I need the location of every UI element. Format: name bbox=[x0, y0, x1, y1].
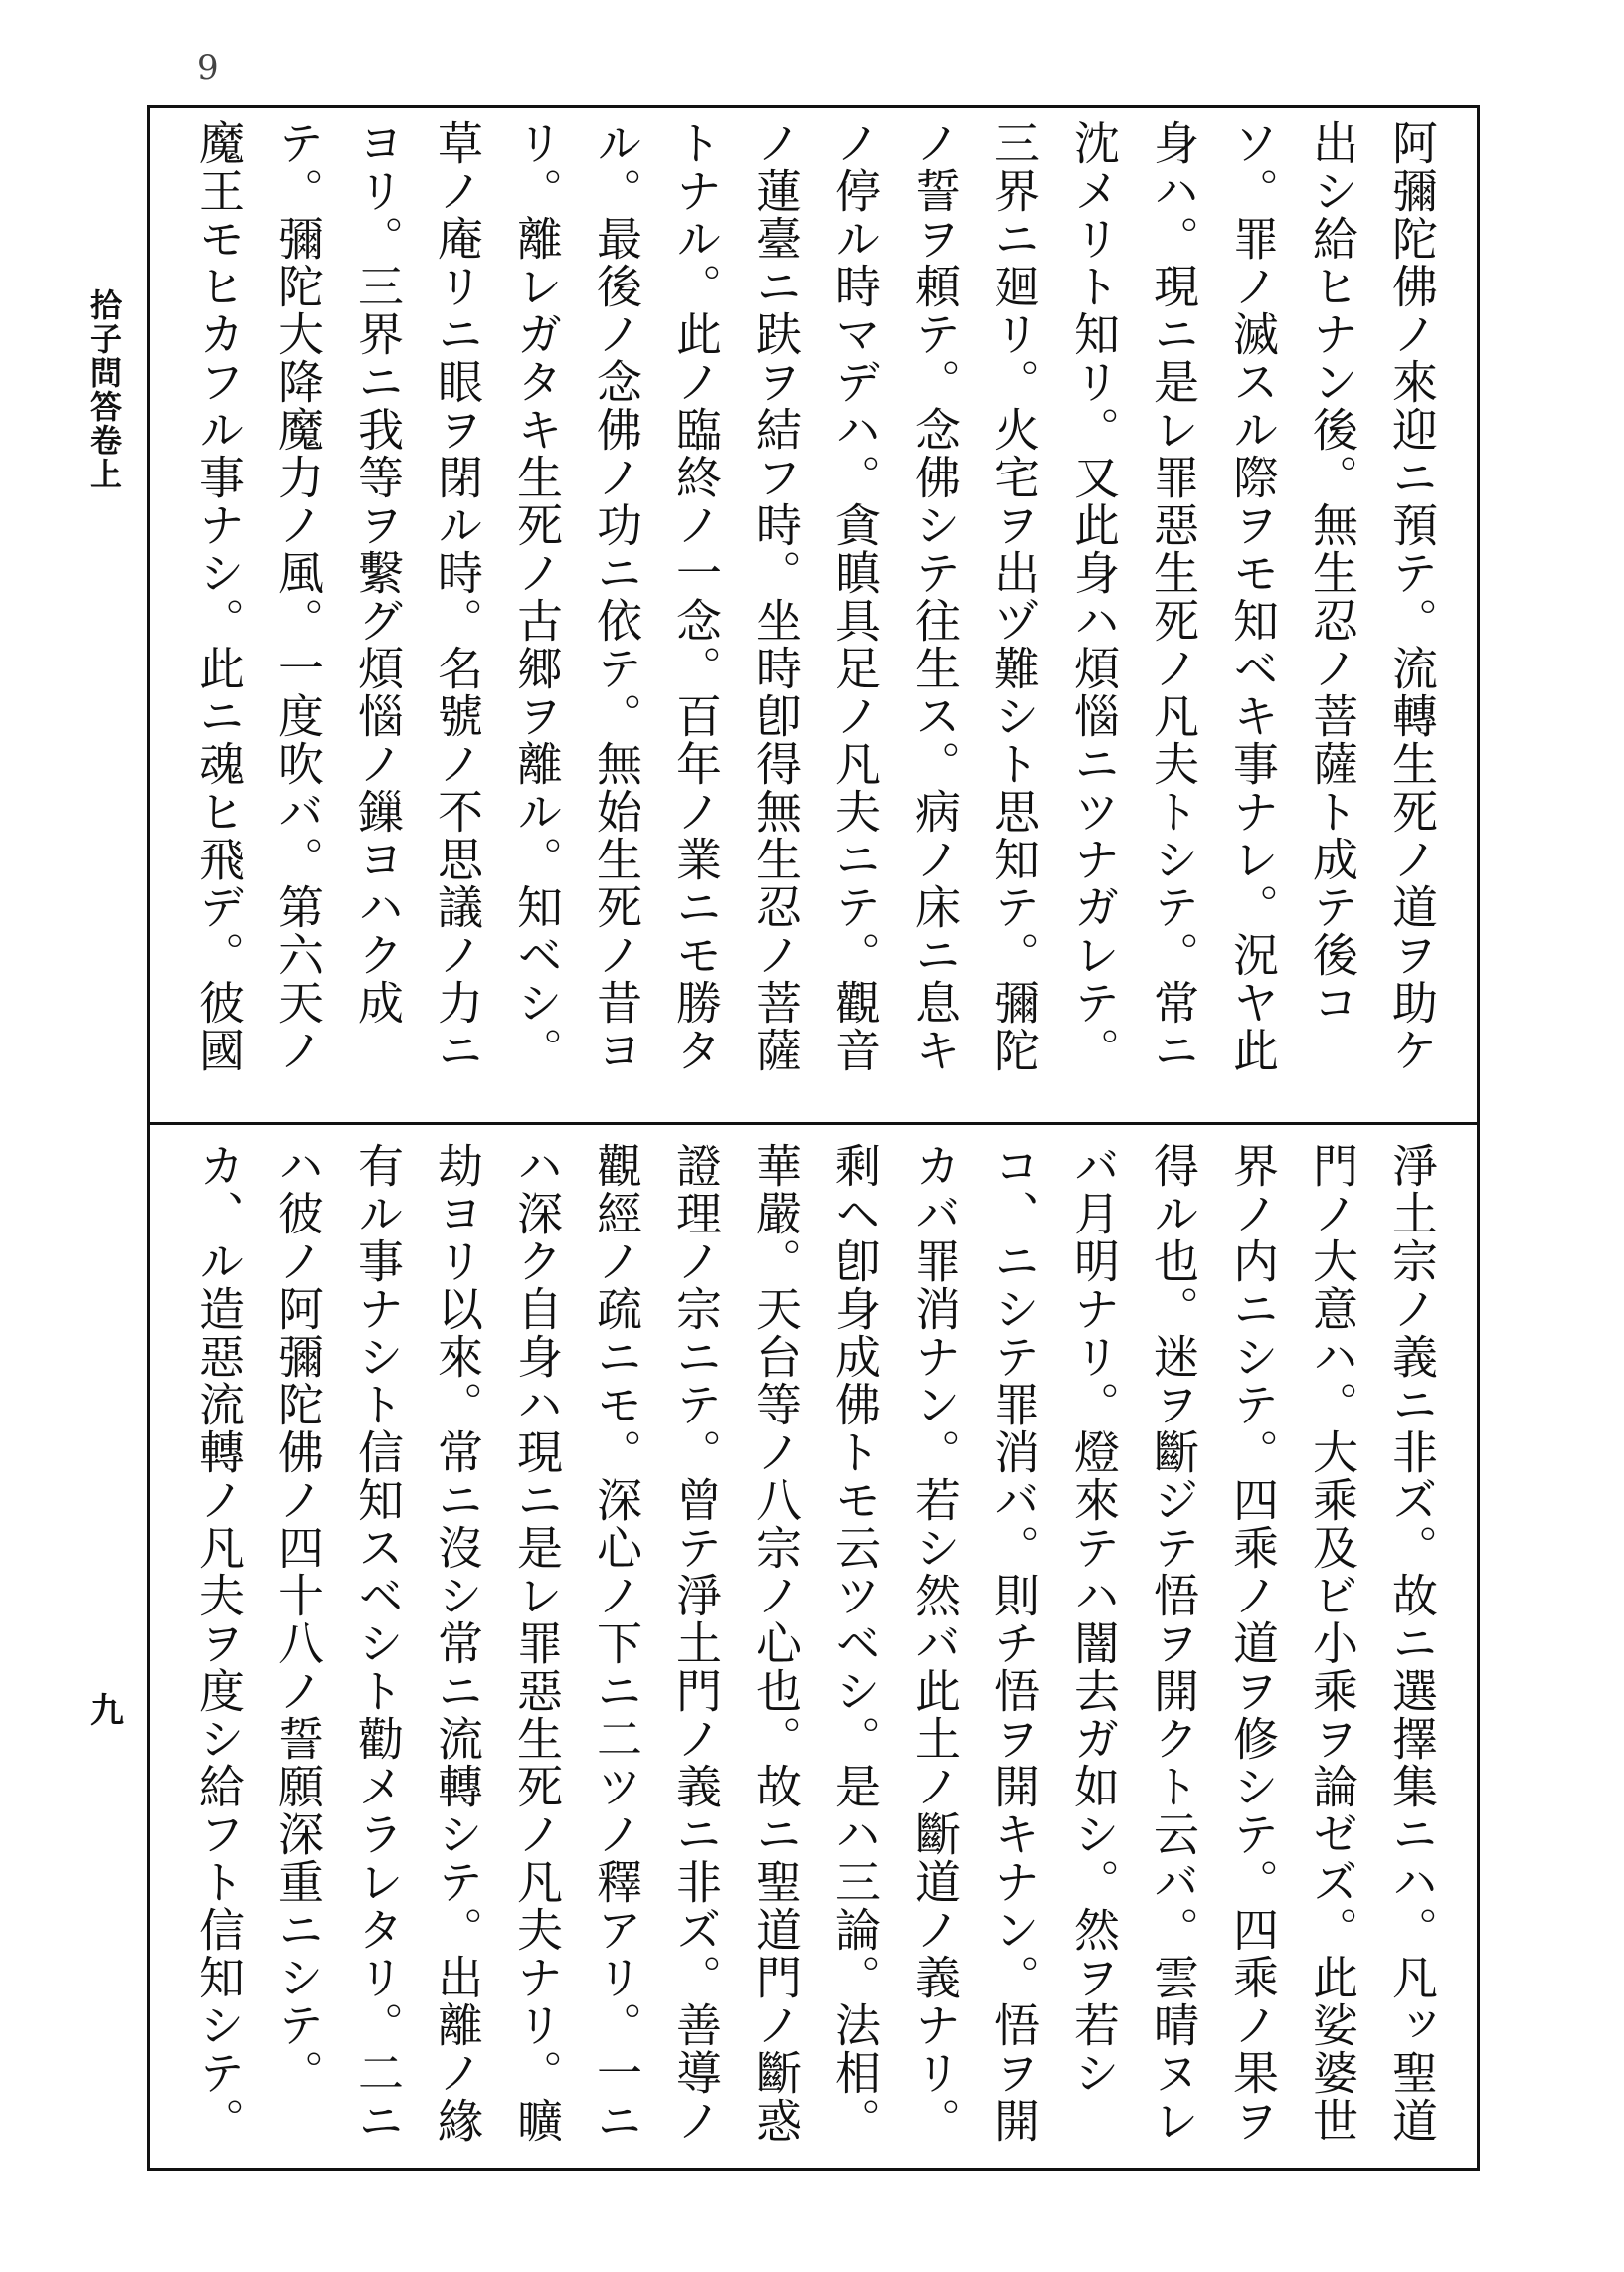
section-divider bbox=[147, 1122, 1480, 1125]
upper-body-text: 阿彌陀佛ノ來迎ニ預テ。流轉生死ノ道ヲ助ケ出シ給ヒナン後。無生忍ノ菩薩ト成テ後コソ。罪ノ滅スル際ヲモ知ベキ事ナレ。況ヤ此身ハ。現ニ是レ罪惡生死ノ凡夫トシテ。常ニ沈メリト知リ。又此身ハ煩惱ニツナガレテ。三界ニ廻リ。火宅ヲ出ヅ難シト思知テ。彌陀ノ誓ヲ頼テ。念佛シテ往生ス。病ノ床ニ息キノ停ル時マデハ。貪瞋具足ノ凡夫ニテ。觀音ノ蓮臺ニ趺ヲ結フ時。坐時卽得無生忍ノ菩薩トナル。此ノ臨終ノ一念。百年ノ業ニモ勝タル。最後ノ念佛ノ功ニ依テ。無始生死ノ昔ヨリ。離レガタキ生死ノ古郷ヲ離ル。知ベシ。草ノ庵リニ眼ヲ閉ル時。名號ノ不思議ノ力ニヨリ。三界ニ我等ヲ繫グ煩惱ノ鏁ヨハク成テ。彌陀大降魔力ノ風。一度吹バ。第六天ノ魔王モヒカフル事ナシ。此ニ魂ヒ飛デ。彼國 bbox=[192, 119, 1439, 1074]
upper-text-block bbox=[189, 119, 1452, 1104]
lower-text-block bbox=[189, 1142, 1452, 2157]
folio: 九 bbox=[90, 1691, 124, 1731]
page-number: 9 bbox=[197, 48, 219, 88]
running-head: 拾子問答卷上 bbox=[86, 288, 123, 491]
lower-body-text: 淨土宗ノ義ニ非ズ。故ニ選擇集ニハ。凡ッ聖道門ノ大意ハ。大乘及ビ小乘ヲ論ゼズ。此娑婆世界ノ内ニシテ。四乘ノ道ヲ修シテ。四乘ノ果ヲ得ル也。迷ヲ斷ジテ悟ヲ開クト云バ。雲晴ヌレバ月明ナリ。燈來テハ闇去ガ如シ。然ヲ若シコ、ニシテ罪消バ。則チ悟ヲ開キナン。悟ヲ開カバ罪消ナン。若シ然バ此土ノ斷道ノ義ナリ。剩ヘ卽身成佛トモ云ツベシ。是ハ三論。法相。華嚴。天台等ノ八宗ノ心也。故ニ聖道門ノ斷惑證理ノ宗ニテ。曾テ淨土門ノ義ニ非ズ。善導ノ觀經ノ疏ニモ。深心ノ下ニ二ツノ釋アリ。一ニハ深ク自身ハ現ニ是レ罪惡生死ノ凡夫ナリ。曠劫ヨリ以來。常ニ沒シ常ニ流轉シテ。出離ノ緣有ル事ナシト信知スベシト勸メラレタリ。二ニハ彼ノ阿彌陀佛ノ四十八ノ誓願深重ニシテ。カ、ル造惡流轉ノ凡夫ヲ度シ給フト信知シテ。 bbox=[192, 1142, 1439, 2145]
